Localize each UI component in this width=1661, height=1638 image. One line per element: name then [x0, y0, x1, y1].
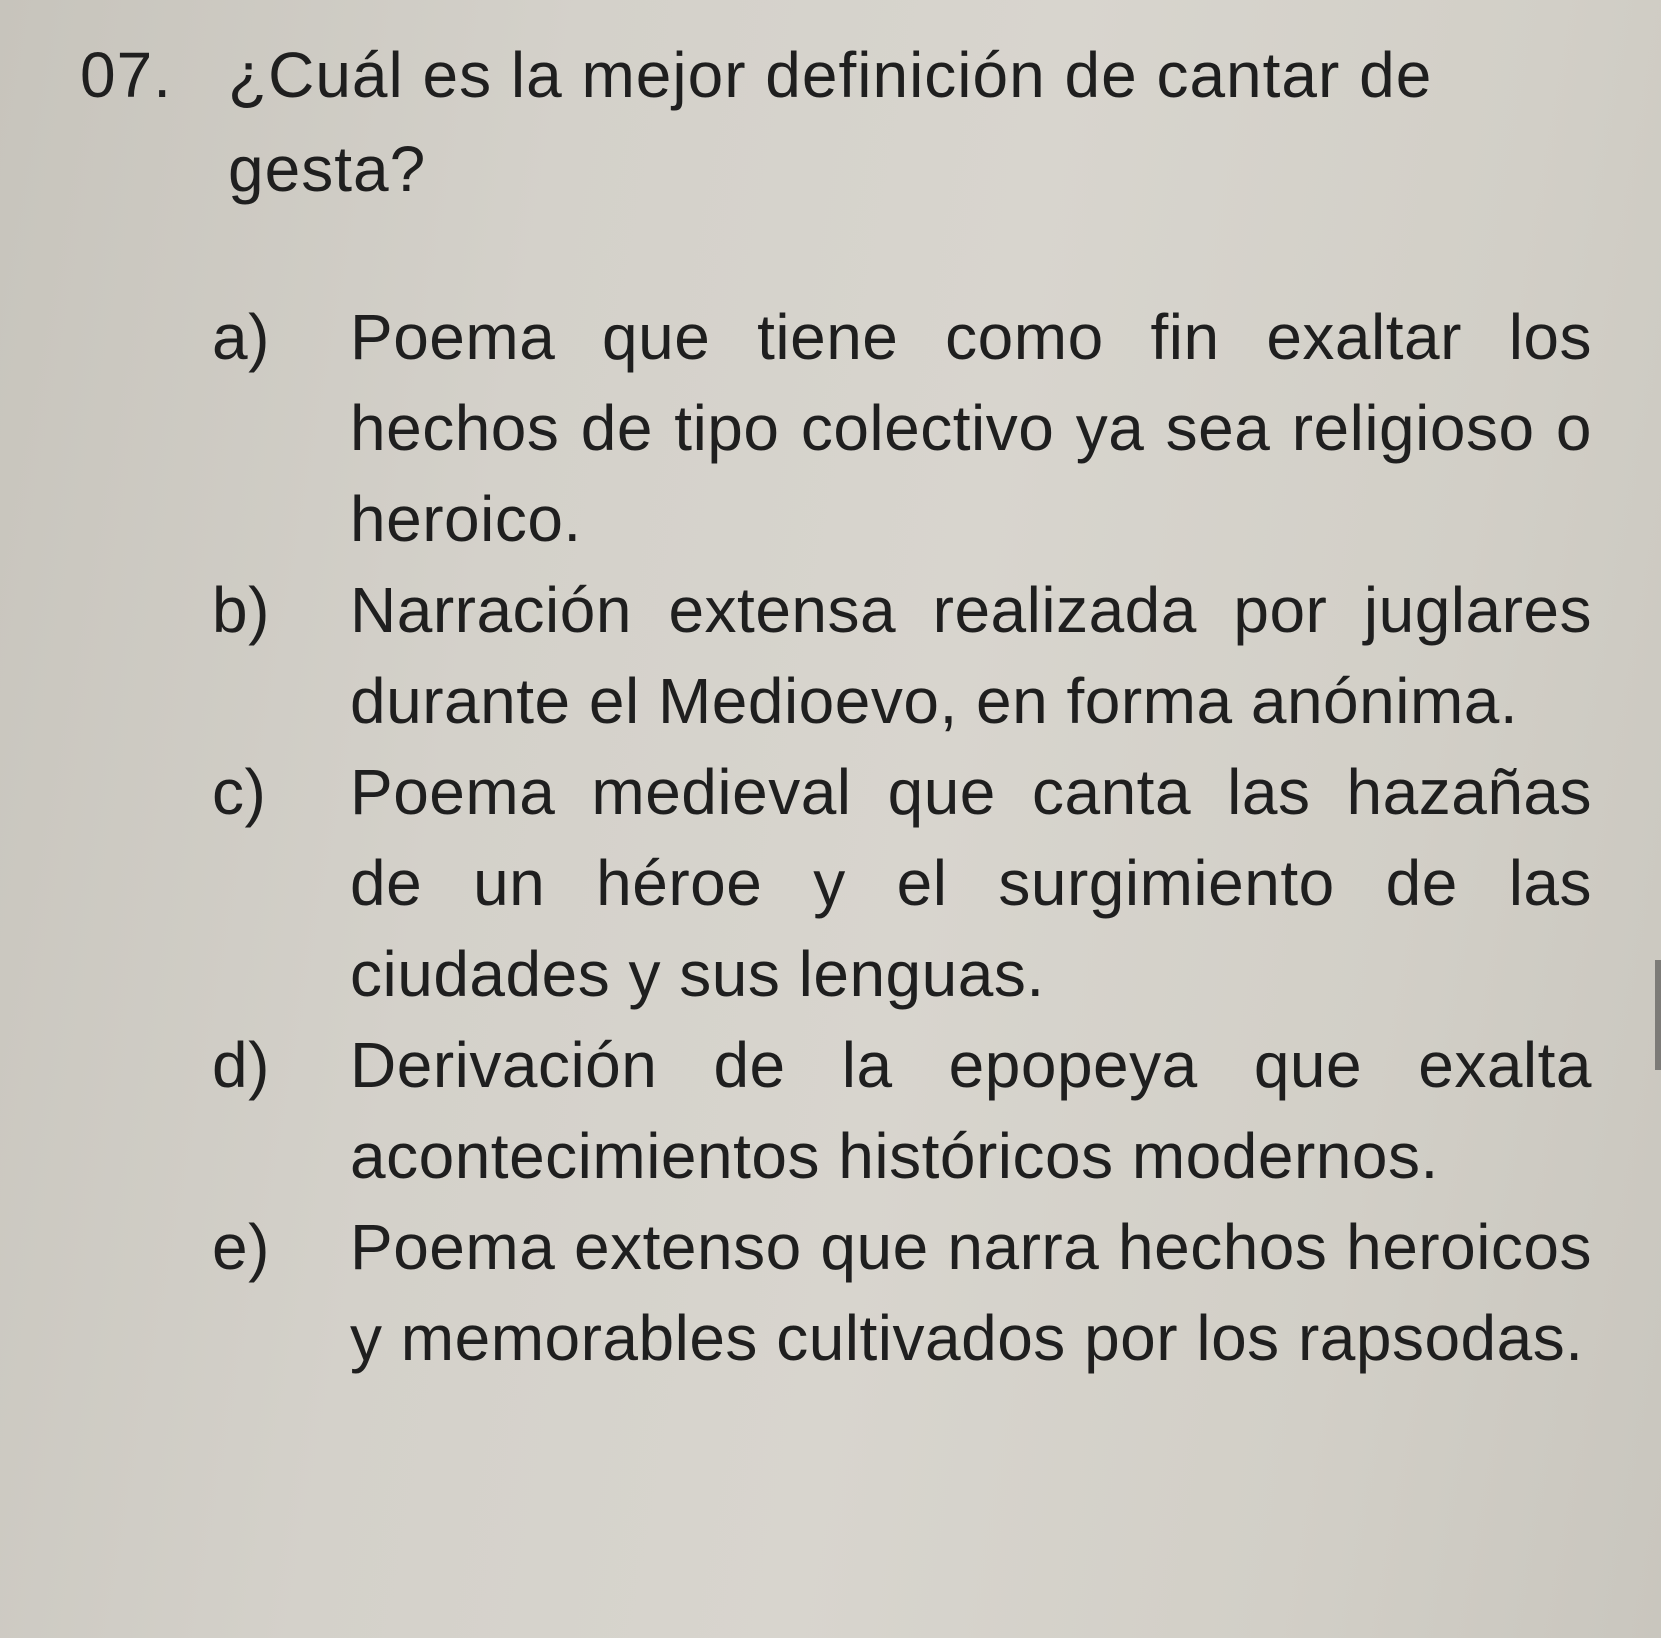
question-number: 07. [80, 39, 172, 111]
question [80, 28, 1600, 216]
option-letter: c) [212, 756, 267, 828]
option-letter: b) [212, 574, 270, 646]
option-text: Poema que tiene como fin exaltar los hechos de tipo colectivo ya sea religioso o heroico. [350, 301, 1592, 555]
option-letter: e) [212, 1211, 270, 1283]
option-text: Narración extensa realizada por juglares durante el Medioevo, en forma anónima. [350, 574, 1592, 737]
option-b[interactable] [212, 565, 1592, 747]
option-text: Poema extenso que narra hechos heroicos y memorables cultivados por los rapsodas. [350, 1211, 1592, 1374]
option-text: Poema medieval que canta las hazañas de un héroe y el surgimiento de las ciudades y sus lenguas. [350, 756, 1592, 1010]
option-d[interactable] [212, 1020, 1592, 1202]
option-c[interactable] [212, 747, 1592, 1020]
option-e[interactable] [212, 1202, 1592, 1384]
option-a[interactable] [212, 292, 1592, 565]
option-letter: d) [212, 1029, 270, 1101]
question-text-line1: ¿Cuál es la mejor definición de cantar de [228, 39, 1433, 111]
option-text: Derivación de la epopeya que exalta acontecimientos históricos modernos. [350, 1029, 1592, 1192]
option-letter: a) [212, 301, 270, 373]
question-text-line2: gesta? [228, 133, 427, 205]
page-edge-mark [1655, 960, 1661, 1070]
answer-options [212, 292, 1592, 1384]
